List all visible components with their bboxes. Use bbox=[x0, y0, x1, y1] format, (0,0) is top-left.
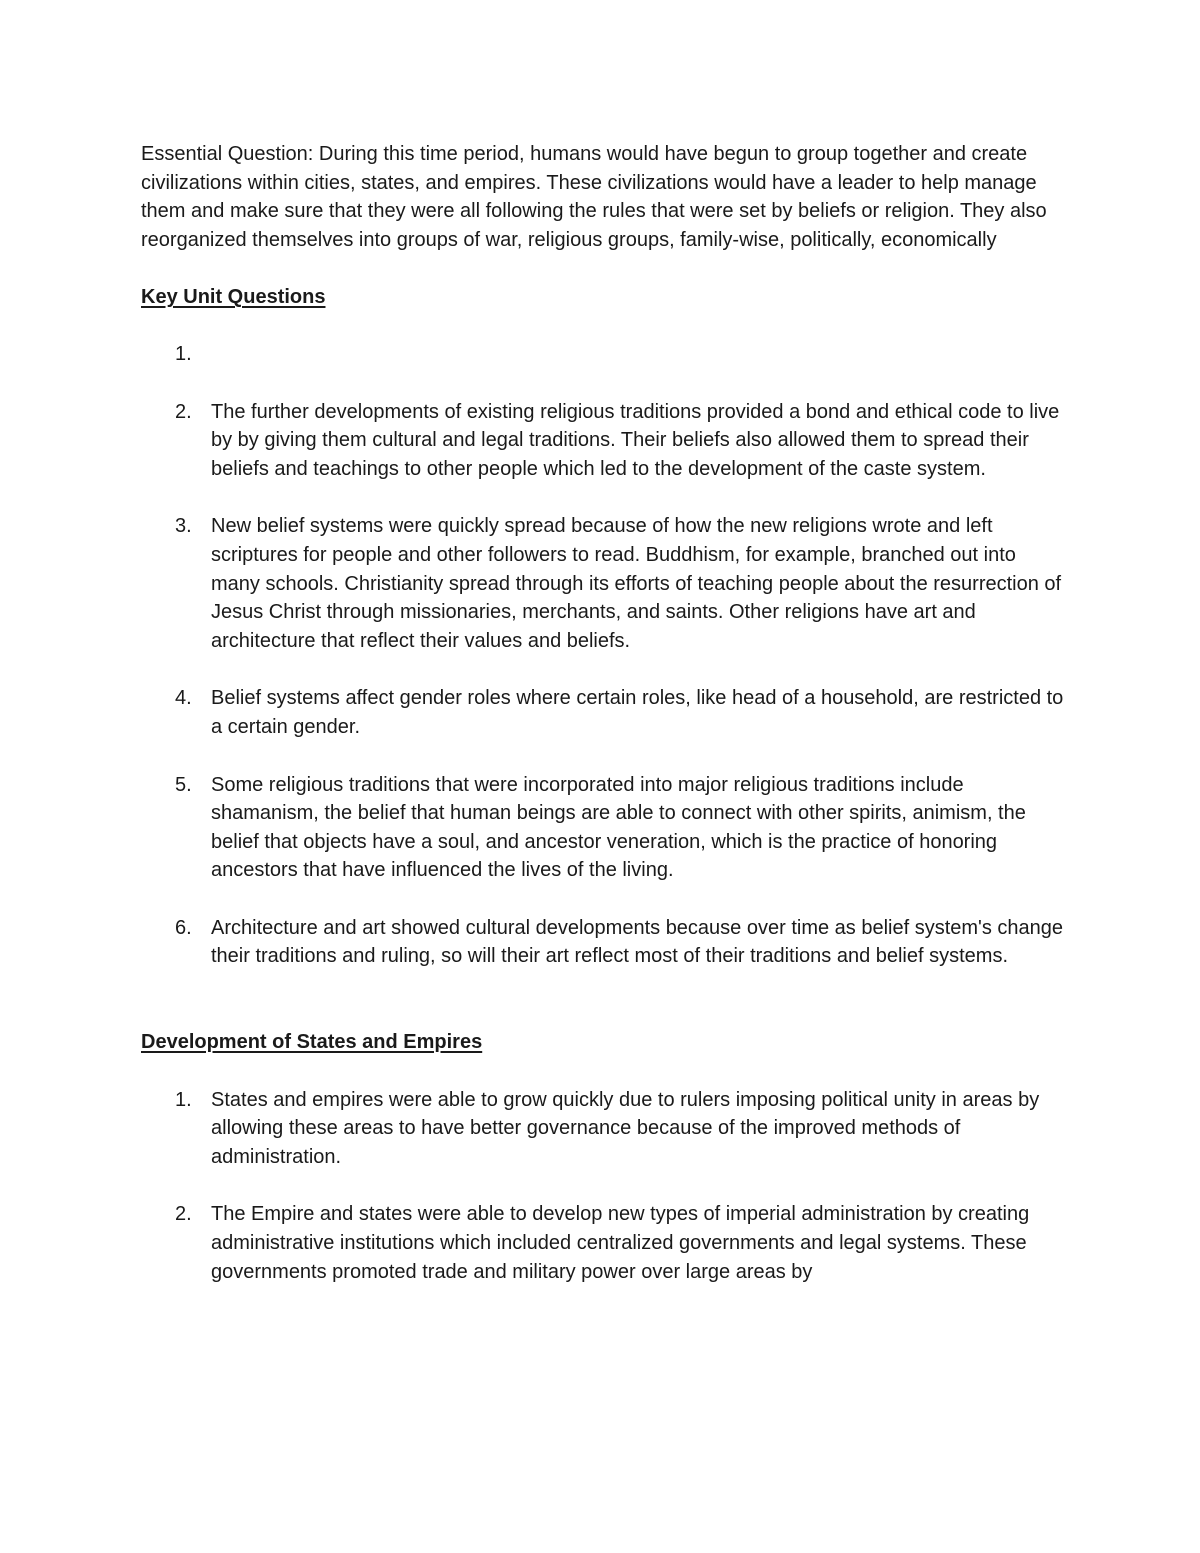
list-item bbox=[141, 340, 1066, 369]
list-item bbox=[141, 1200, 1066, 1286]
list-item-text: States and empires were able to grow quickly due to rulers imposing political unity in areas by allowing these areas to have better governance because of the improved methods of administration. bbox=[211, 1088, 1040, 1168]
list-item-number: 2. bbox=[175, 400, 192, 423]
list-item bbox=[141, 771, 1066, 885]
essential-question-paragraph: Essential Question: During this time period, humans would have begun to group together and create civilizations within cities, states, and empires. These civilizations would have a leader to help manage them and make sure that they were all following the rules that were set by beliefs or religion. They also reorganized themselves into groups of war, religious groups, family-wise, politically, economically bbox=[141, 143, 1047, 251]
list-item-text: New belief systems were quickly spread because of how the new religions wrote and left scriptures for people and other followers to read. Buddhism, for example, branched out into many schools. Christianity spread through its efforts of teaching people about the resurrection of Jesus Christ through missionaries, merchants, and saints. Other religions have art and architecture that reflect their values and beliefs. bbox=[211, 515, 1062, 652]
key-unit-questions-heading: Key Unit Questions bbox=[141, 286, 326, 309]
list-item-text: The Empire and states were able to develop new types of imperial administration by creating administrative institutions which included centralized governments and legal systems. These governments promoted trade and military power over large areas by bbox=[211, 1203, 1030, 1283]
list-item-number: 5. bbox=[175, 773, 192, 796]
list-item bbox=[141, 684, 1066, 741]
list-item-number: 6. bbox=[175, 916, 192, 939]
list-item bbox=[141, 1086, 1066, 1172]
list-item bbox=[141, 512, 1066, 655]
list-item-text: Architecture and art showed cultural developments because over time as belief system's change their traditions and ruling, so will their art reflect most of their traditions and belief systems. bbox=[211, 916, 1064, 968]
document-body bbox=[141, 140, 1066, 1286]
list-item-number: 1. bbox=[175, 1088, 192, 1111]
list-item bbox=[141, 914, 1066, 971]
list-item-text: Belief systems affect gender roles where certain roles, like head of a household, are restricted to a certain gender. bbox=[211, 687, 1064, 738]
development-heading: Development of States and Empires bbox=[141, 1031, 483, 1054]
list-item-number: 4. bbox=[175, 687, 192, 710]
list-item-text: The further developments of existing religious traditions provided a bond and ethical code to live by by giving them cultural and legal traditions. Their beliefs also allowed them to spread their beliefs and teachings to other people which led to the development of the caste system. bbox=[211, 400, 1060, 480]
list-item-text: Some religious traditions that were incorporated into major religious traditions include shamanism, the belief that human beings are able to connect with other spirits, animism, the belief that objects have a soul, and ancestor veneration, which is the practice of honoring ancestors that have influenced the lives of the living. bbox=[211, 773, 1026, 882]
key-unit-questions-list bbox=[141, 340, 1066, 971]
list-item-number: 1. bbox=[175, 342, 192, 365]
development-list bbox=[141, 1086, 1066, 1287]
list-item-number: 2. bbox=[175, 1203, 192, 1226]
list-item-number: 3. bbox=[175, 515, 192, 538]
list-item bbox=[141, 398, 1066, 484]
